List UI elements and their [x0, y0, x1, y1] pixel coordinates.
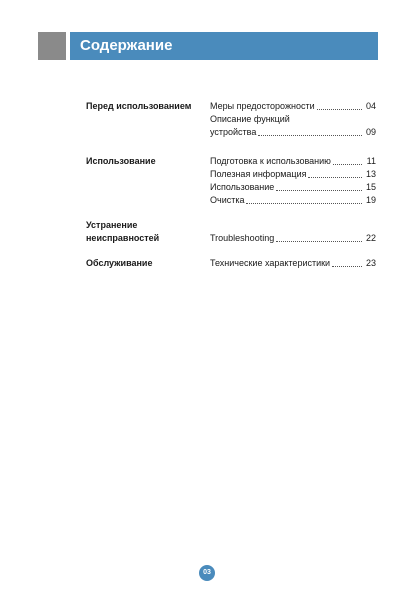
toc-entry[interactable] — [210, 155, 376, 168]
entry-label: устройства — [210, 127, 257, 137]
page-title: Содержание — [70, 32, 378, 60]
toc-entry[interactable] — [210, 181, 376, 194]
dot-leader — [276, 190, 362, 191]
dot-leader — [258, 135, 362, 136]
section-entries — [210, 155, 376, 207]
page-number: 03 — [199, 565, 215, 581]
entry-page: 15 — [365, 182, 376, 192]
section-title: Перед использованием — [86, 101, 192, 111]
spacer — [210, 219, 376, 232]
entry-page: 22 — [365, 233, 376, 243]
entry-page: 19 — [365, 195, 376, 205]
dot-leader — [333, 164, 362, 165]
dot-leader — [276, 241, 362, 242]
entry-label: Подготовка к использованию — [210, 156, 331, 166]
toc-section-before-use — [86, 100, 376, 139]
toc-entry[interactable] — [210, 100, 376, 113]
header-block — [38, 32, 66, 60]
toc-section-usage — [86, 155, 376, 207]
toc-section-maintenance — [86, 257, 376, 270]
toc-section-troubleshooting — [86, 219, 376, 245]
entry-label: Очистка — [210, 195, 245, 205]
section-entries — [210, 219, 376, 245]
entry-label: Troubleshooting — [210, 233, 275, 243]
entry-page: 04 — [365, 101, 376, 111]
entry-page: 11 — [366, 156, 376, 166]
table-of-contents — [86, 100, 376, 270]
entry-label: Технические характеристики — [210, 258, 331, 268]
entry-label-line1: Описание функций — [210, 114, 290, 124]
entry-label: Полезная информация — [210, 169, 307, 179]
section-title: Использование — [86, 156, 156, 166]
section-entries — [210, 257, 376, 270]
toc-entry[interactable] — [210, 257, 376, 270]
toc-entry[interactable] — [210, 168, 376, 181]
section-title-line2: неисправностей — [86, 233, 160, 243]
entry-label: Меры предосторожности — [210, 101, 315, 111]
entry-page: 23 — [365, 258, 376, 268]
section-title: Обслуживание — [86, 258, 153, 268]
toc-entry[interactable] — [210, 232, 376, 245]
dot-leader — [317, 109, 362, 110]
entry-page: 13 — [365, 169, 376, 179]
section-entries — [210, 100, 376, 139]
section-title — [86, 219, 210, 245]
toc-entry[interactable] — [210, 126, 376, 139]
dot-leader — [308, 177, 362, 178]
entry-page: 09 — [365, 127, 376, 137]
toc-entry[interactable] — [210, 194, 376, 207]
section-title-line1: Устранение — [86, 220, 138, 230]
dot-leader — [332, 266, 362, 267]
entry-label: Использование — [210, 182, 275, 192]
dot-leader — [246, 203, 362, 204]
